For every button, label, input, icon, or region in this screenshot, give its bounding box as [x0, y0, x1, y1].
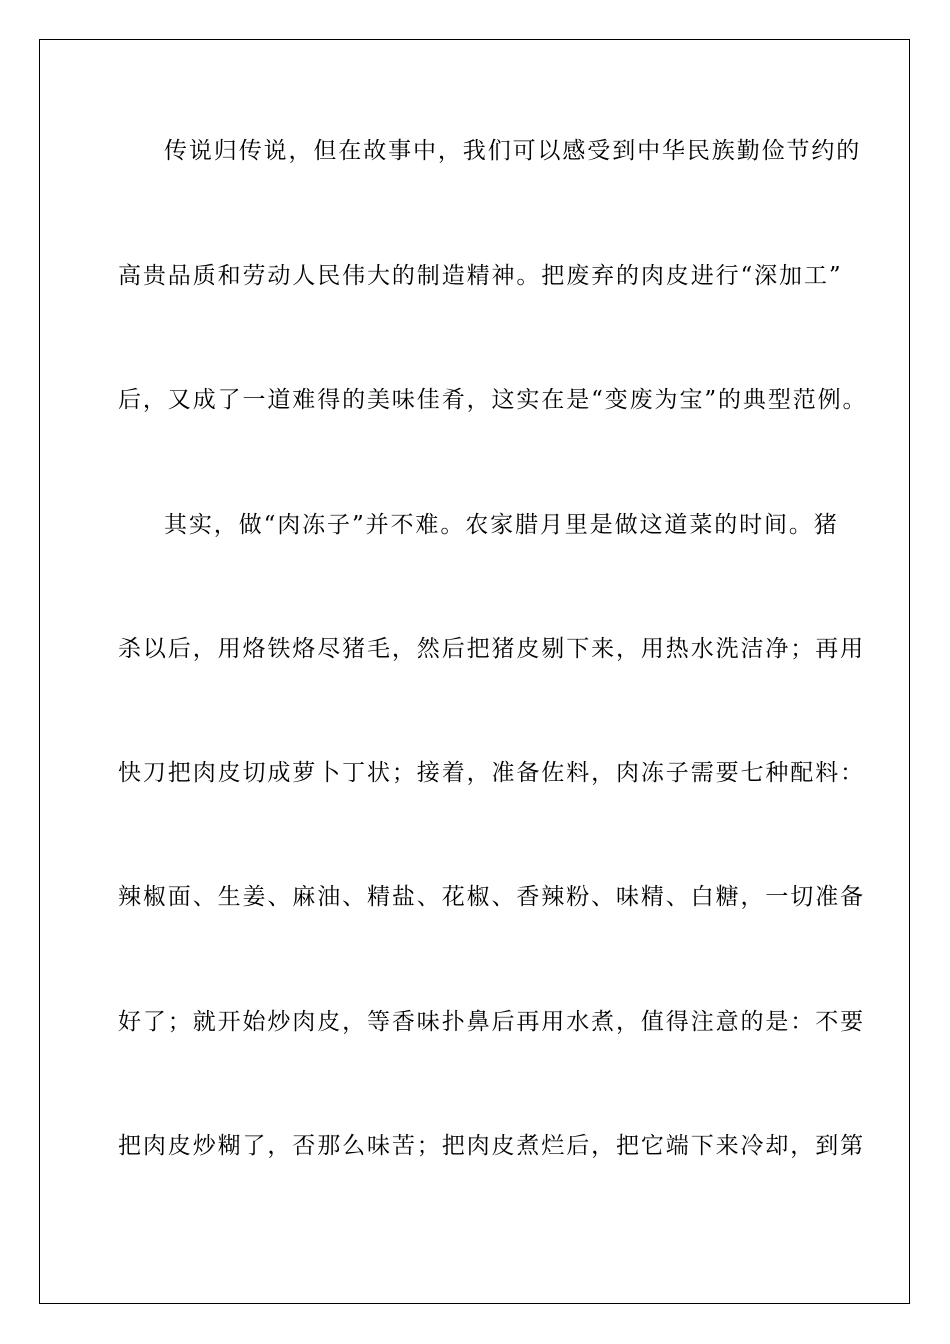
paragraph-1-line-2: 高贵品质和劳动人民伟大的制造精神。把废弃的肉皮进行“深加工” — [118, 263, 843, 289]
page-border — [39, 39, 910, 1304]
paragraph-2-line-5: 好了；就开始炒肉皮，等香味扑鼻后再用水煮，值得注意的是：不要 — [118, 1009, 865, 1035]
paragraph-1-line-3: 后，又成了一道难得的美味佳肴，这实在是“变废为宝”的典型范例。 — [118, 387, 868, 413]
paragraph-1-line-1: 传说归传说，但在故事中，我们可以感受到中华民族勤俭节约的 — [164, 138, 862, 164]
paragraph-2-line-2: 杀以后，用烙铁烙尽猪毛，然后把猪皮剔下来，用热水洗洁净；再用 — [118, 636, 865, 662]
paragraph-2-line-3: 快刀把肉皮切成萝卜丁状；接着，准备佐料，肉冻子需要七种配料： — [118, 760, 865, 786]
paragraph-2-line-1: 其实，做“肉冻子”并不难。农家腊月里是做这道菜的时间。猪 — [164, 512, 839, 538]
paragraph-2-line-4: 辣椒面、生姜、麻油、精盐、花椒、香辣粉、味精、白糖，一切准备 — [118, 884, 865, 910]
paragraph-2-line-6: 把肉皮炒糊了，否那么味苦；把肉皮煮烂后，把它端下来冷却，到第 — [118, 1133, 865, 1159]
